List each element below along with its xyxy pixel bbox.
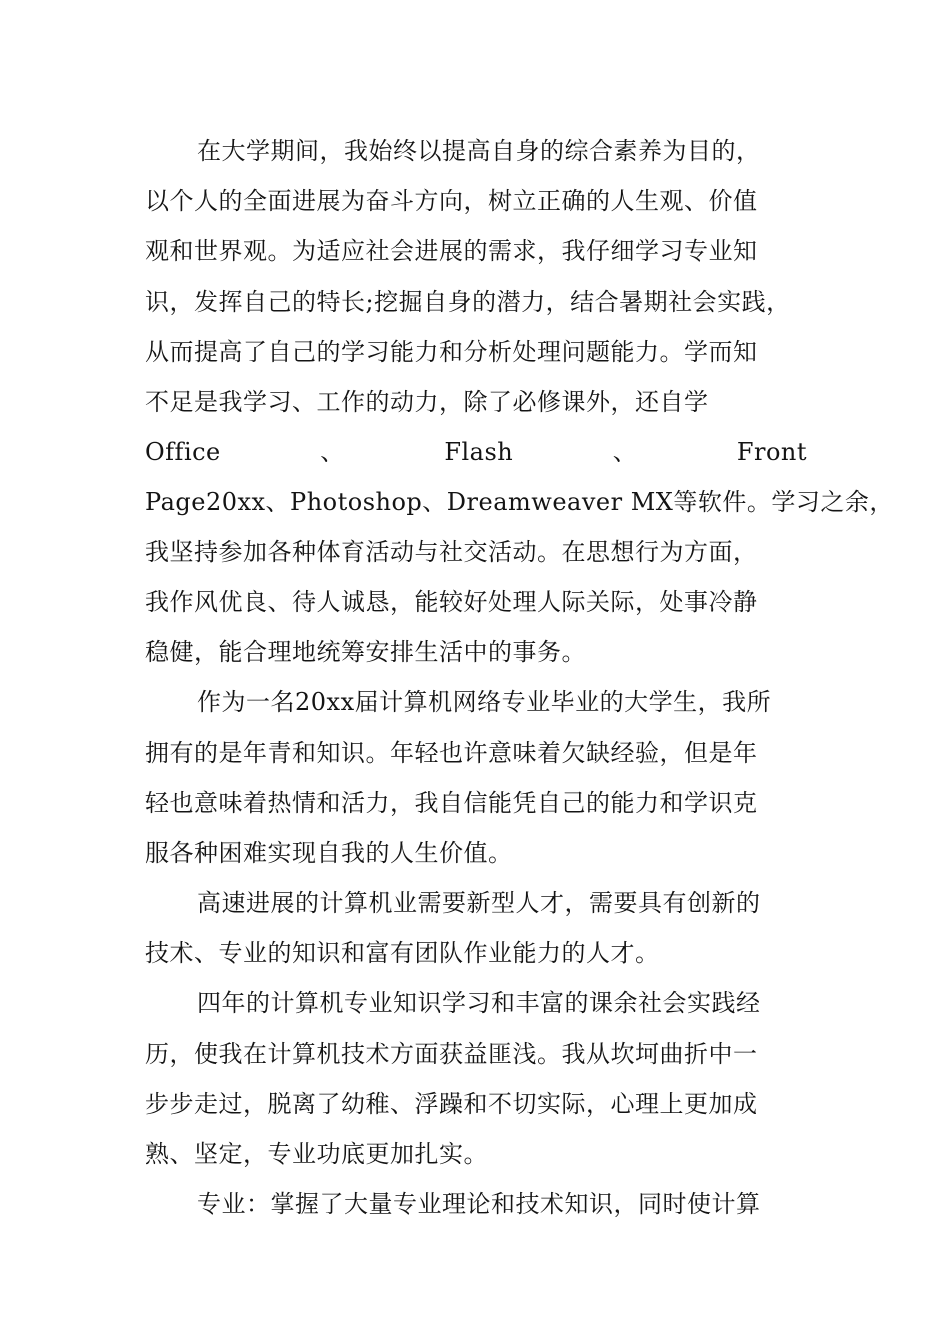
justified-word: Office bbox=[145, 438, 221, 466]
text-line: 我作风优良、待人诚恳，能较好处理人际关际，处事冷静 bbox=[145, 588, 758, 616]
text-line: 我坚持参加各种体育活动与社交活动。在思想行为方面， bbox=[145, 538, 758, 566]
text-line: 稳健，能合理地统筹安排生活中的事务。 bbox=[145, 638, 586, 666]
text-line: 服各种困难实现自我的人生价值。 bbox=[145, 839, 513, 867]
justified-word: 、 bbox=[612, 438, 638, 466]
text-line: 作为一名20xx届计算机网络专业毕业的大学生，我所 bbox=[197, 688, 772, 716]
text-line: 四年的计算机专业知识学习和丰富的课余社会实践经 bbox=[197, 989, 761, 1017]
text-line: 专业：掌握了大量专业理论和技术知识，同时使计算 bbox=[197, 1190, 761, 1218]
text-line: 历，使我在计算机技术方面获益匪浅。我从坎坷曲折中一 bbox=[145, 1040, 758, 1068]
text-line: 轻也意味着热情和活力，我自信能凭自己的能力和学识克 bbox=[145, 789, 758, 817]
justified-word: 、 bbox=[320, 438, 345, 466]
text-line: 步步走过，脱离了幼稚、浮躁和不切实际，心理上更加成 bbox=[145, 1090, 758, 1118]
text-line: 在大学期间，我始终以提高自身的综合素养为目的， bbox=[197, 137, 761, 165]
justified-word: Front bbox=[736, 438, 807, 466]
text-line: 熟、坚定，专业功底更加扎实。 bbox=[145, 1140, 488, 1168]
text-line: 技术、专业的知识和富有团队作业能力的人才。 bbox=[145, 939, 660, 967]
justified-word: Flash bbox=[444, 438, 514, 466]
text-line: 从而提高了自己的学习能力和分析处理问题能力。学而知 bbox=[145, 338, 758, 366]
text-line: 拥有的是年青和知识。年轻也许意味着欠缺经验，但是年 bbox=[145, 739, 758, 767]
text-line: 观和世界观。为适应社会进展的需求，我仔细学习专业知 bbox=[145, 237, 758, 265]
text-line-justified bbox=[145, 432, 807, 472]
text-line: 高速进展的计算机业需要新型人才，需要具有创新的 bbox=[197, 889, 761, 917]
text-line: Page20xx、Photoshop、Dreamweaver MX等软件。学习之余， bbox=[145, 488, 894, 516]
text-line: 不足是我学习、工作的动力，除了必修课外，还自学 bbox=[145, 388, 709, 416]
text-line: 以个人的全面进展为奋斗方向，树立正确的人生观、价值 bbox=[145, 187, 758, 215]
text-line: 识，发挥自己的特长;挖掘自身的潜力，结合暑期社会实践， bbox=[145, 288, 791, 316]
